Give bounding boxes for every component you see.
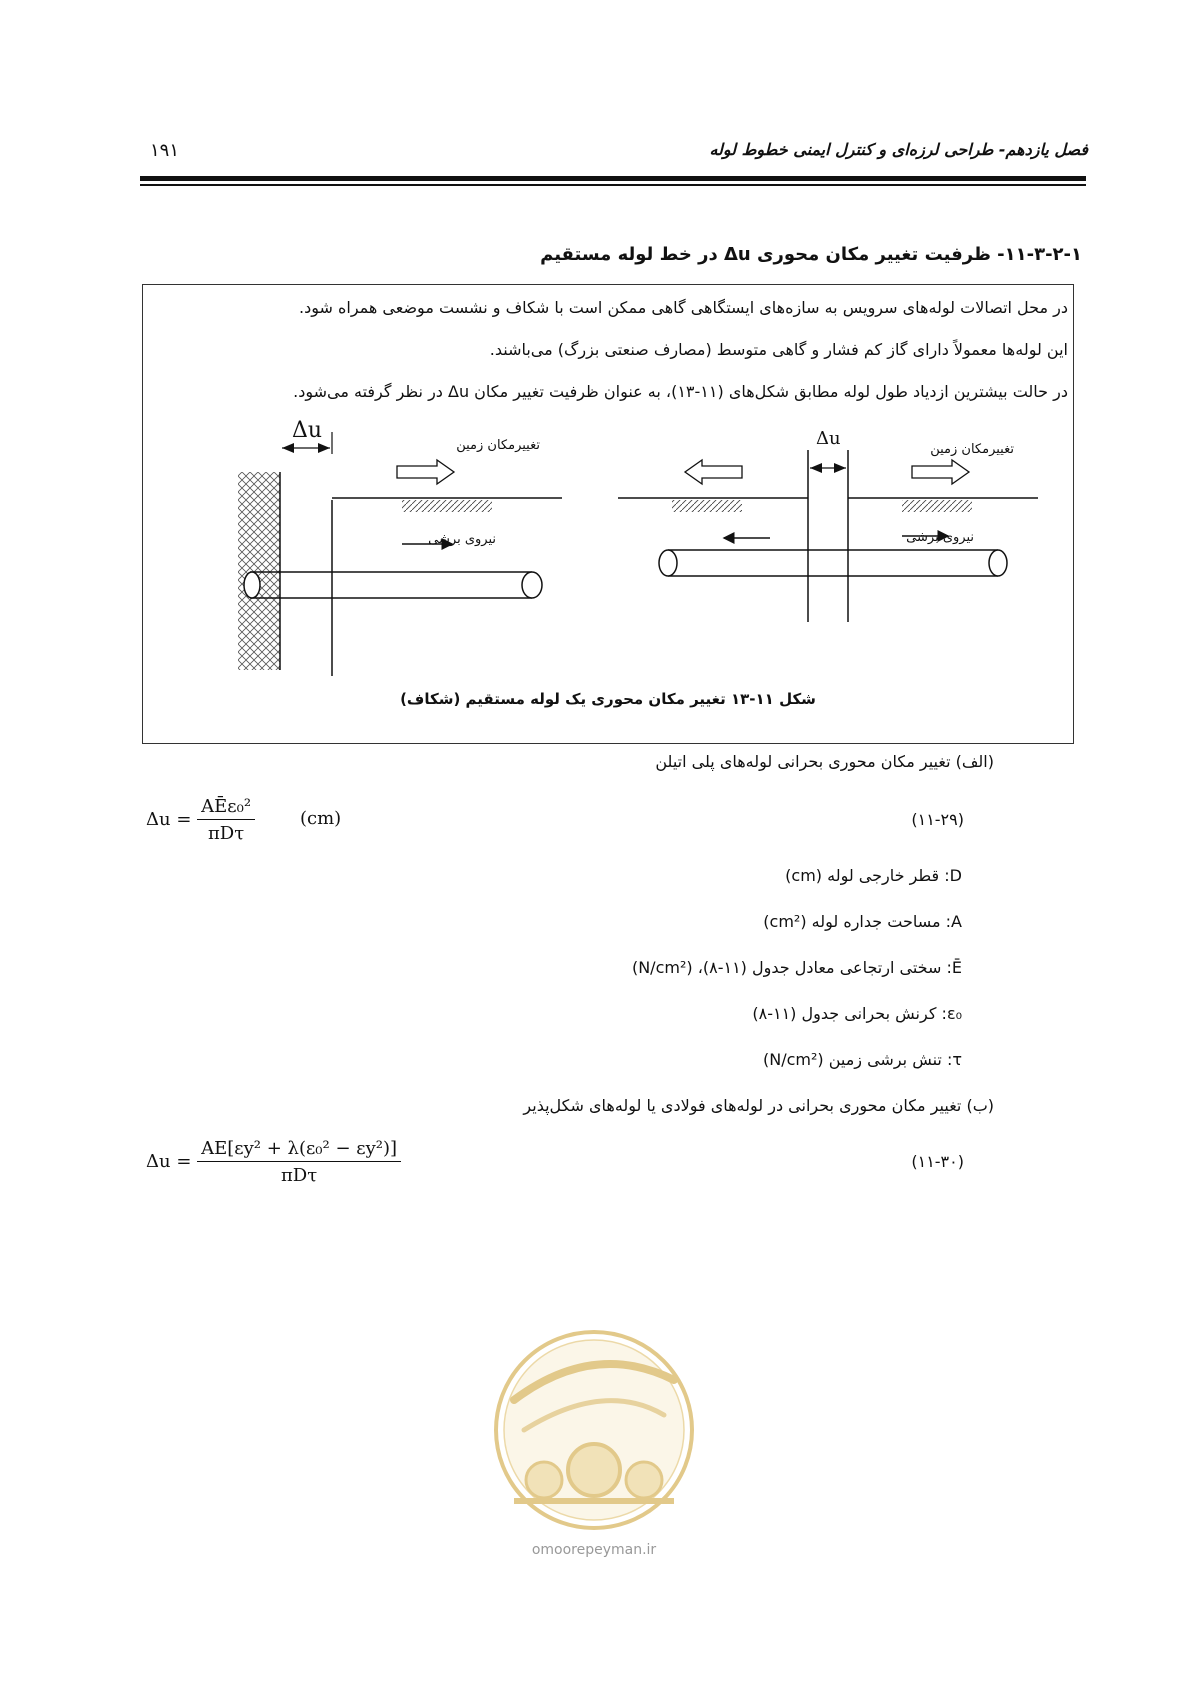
right-panel [618,450,1038,622]
equation-30 [146,1138,401,1186]
definition-epsilon0: ε₀: کرنش بحرانی جدول (۱۱-۸) [752,1004,962,1023]
box-paragraph-2: این لوله‌ها معمولاً دارای گاز کم فشار و گاهی متوسط (مصارف صنعتی بزرگ) می‌باشند. [489,340,1068,359]
eq29-numerator: AĒε₀² [197,796,255,820]
running-title: فصل یازدهم- طراحی لرزه‌ای و کنترل ایمنی خطوط لوله [709,140,1088,159]
axial-displacement-figure [142,420,1074,690]
left-pipe-end-wall [244,572,260,598]
section-title: ۱۱-۳-۲-۱- ظرفیت تغییر مکان محوری Δu در خط لوله مستقیم [540,244,1082,265]
definition-A: A: مساحت جداره لوله (cm²) [763,912,962,931]
right-ground-movement-arrow-left [685,460,742,484]
eq30-number: (۱۱-۳۰) [911,1152,964,1171]
right-ground-hatch-left [672,500,742,512]
eq30-numerator: AE[εy² + λ(ε₀² − εy²)] [197,1138,401,1162]
left-wall-hatch [238,472,280,670]
eq29-fraction [197,796,255,844]
left-ground-movement-arrow [397,460,454,484]
left-pipe-body [250,572,532,598]
eq29-unit: (cm) [300,808,342,829]
right-delta-arrow-right [834,463,846,473]
right-ground-movement-arrow-right [912,460,969,484]
logo-gear-center [568,1444,620,1496]
left-panel [238,432,562,676]
left-delta-arrow-right [318,443,330,453]
omoorepeyman-logo [484,1320,704,1535]
eq30-fraction [197,1138,401,1186]
eq29-lhs: Δu = [146,809,192,830]
box-paragraph-1: در محل اتصالات لوله‌های سرویس به سازه‌های ایستگاهی گاهی ممکن است با شکاف و نشست موضعی همراه شود. [299,298,1068,317]
eq30-lhs: Δu = [146,1151,192,1172]
right-delta-arrow-left [810,463,822,473]
header-rule-thin [140,184,1086,186]
definition-E: Ē: سختی ارتجاعی معادل جدول (۱۱-۸)، (N/cm²) [631,958,962,977]
header-rule-thick [140,176,1086,181]
left-shear-label: نیروی برشی [428,532,496,547]
subheading-b: (ب) تغییر مکان محوری بحرانی در لوله‌های فولادی یا لوله‌های شکل‌پذیر [523,1096,994,1115]
website-url: omoorepeyman.ir [531,1542,657,1558]
logo-gear-left [526,1462,562,1498]
right-shear-label: نیروی برشی [906,530,974,545]
eq29-denominator: πDτ [207,823,245,844]
equation-29 [146,796,255,844]
logo-base-bar [514,1498,674,1504]
right-delta-label: Δu [816,428,841,449]
definition-tau: τ: تنش برشی زمین (N/cm²) [762,1050,962,1069]
right-pipe-end-left [659,550,677,576]
box-paragraph-3: در حالت بیشترین ازدیاد طول لوله مطابق شکل‌های (۱۱-۱۳)، به عنوان ظرفیت تغییر مکان Δu در نظر گرفته می‌شود. [293,382,1068,401]
right-ground-hatch-right [902,500,972,512]
left-pipe-end [522,572,542,598]
left-ground-label: تغییرمکان زمین [456,438,540,453]
logo-gear-right [626,1462,662,1498]
eq29-number: (۱۱-۲۹) [911,810,964,829]
figure-caption: شکل ۱۱-۱۳ تغییر مکان محوری یک لوله مستقیم (شکاف) [400,690,816,708]
definition-D: D: قطر خارجی لوله (cm) [785,866,962,885]
left-delta-arrow-left [282,443,294,453]
subheading-a: (الف) تغییر مکان محوری بحرانی لوله‌های پلی اتیلن [655,752,994,771]
left-delta-label: Δu [292,418,323,443]
eq30-denominator: πDτ [280,1165,318,1186]
right-ground-label: تغییرمکان زمین [930,442,1014,457]
right-pipe-body [668,550,998,576]
right-pipe-end-right [989,550,1007,576]
left-ground-hatch [402,500,492,512]
page-number: ۱۹۱ [150,140,180,161]
